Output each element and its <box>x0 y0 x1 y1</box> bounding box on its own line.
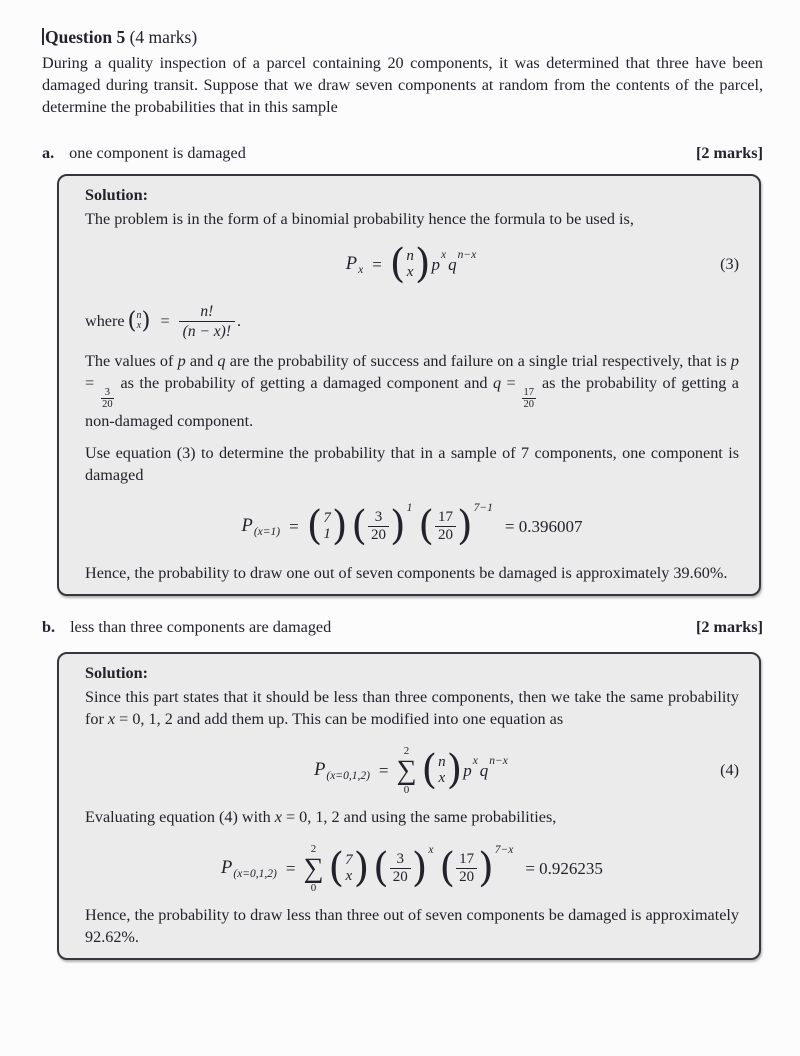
where-binomial-top: n <box>136 309 142 321</box>
pq-text: are the probability of success and failure on a single trial respectively, that is <box>225 352 731 370</box>
left-paren: ( <box>328 845 345 891</box>
item-b-text: less than three components are damaged <box>70 618 332 636</box>
equation-4 <box>85 740 739 800</box>
question-title <box>42 26 763 48</box>
evaluating-paragraph <box>85 806 739 828</box>
p-value-fraction <box>101 387 115 410</box>
eqa-binomial-bottom: 1 <box>323 526 331 542</box>
eq3-binomial-bottom: x <box>406 264 414 280</box>
eq3-lhs: P <box>345 253 358 274</box>
equation-part-a <box>85 496 739 556</box>
eq3-binomial-coefficient <box>389 241 431 287</box>
eq4-binomial-bottom: x <box>438 770 446 786</box>
var-p: p <box>730 352 739 370</box>
eq3-q-exponent: n−x <box>457 249 477 262</box>
solution-b-intro-paragraph <box>85 686 739 730</box>
eqa-equals: = <box>289 516 299 536</box>
right-paren: ) <box>414 241 431 287</box>
p-value-denominator: 20 <box>102 399 113 410</box>
summation-upper-limit: 2 <box>310 842 317 855</box>
left-paren: ( <box>418 503 434 549</box>
eq3-binomial-entries <box>405 248 415 281</box>
eq4-lhs-subscript: (x=0,1,2) <box>326 770 370 783</box>
item-b-label: b. <box>42 618 56 636</box>
factorial-denominator: (n − x)! <box>179 321 235 341</box>
eq3-p: p <box>431 254 440 274</box>
item-a-marks: [2 marks] <box>696 144 763 162</box>
where-period: . <box>236 312 242 330</box>
eqa-binomial-coefficient <box>306 503 348 549</box>
eqb-result: = 0.926235 <box>525 858 603 878</box>
sigma-symbol: ∑ <box>303 852 324 884</box>
left-paren: ( <box>389 241 406 287</box>
equation-number-4: (4) <box>720 760 739 779</box>
right-paren: ) <box>446 747 463 793</box>
eqb-equals: = <box>285 858 296 878</box>
use-equation-paragraph: Use equation (3) to determine the probability that in a sample of 7 components, one component is damaged <box>85 444 739 484</box>
q-value-fraction <box>522 387 536 410</box>
item-a-label: a. <box>42 144 55 162</box>
eq4-equals: = <box>378 760 389 780</box>
pq-text: as the probability of getting a non-damaged component. <box>85 374 739 430</box>
eqa-q-term <box>418 502 493 549</box>
eqb-p-denominator: 20 <box>390 868 411 886</box>
eval-text: Evaluating equation (4) with <box>85 808 275 826</box>
eqb-binomial-coefficient <box>328 845 370 891</box>
eqb-q-numerator: 17 <box>459 850 475 867</box>
where-prefix: where <box>85 312 125 330</box>
eq4-q: q <box>479 760 489 780</box>
right-paren: ) <box>331 503 348 549</box>
eqb-q-denominator: 20 <box>456 868 477 886</box>
eqa-p-denominator: 20 <box>368 526 389 544</box>
eq3-lhs-subscript: x <box>358 264 364 277</box>
equation-number-3: (3) <box>720 254 739 273</box>
pq-equals: = <box>501 374 522 392</box>
eval-text: = 0, 1, 2 and using the same probabilities, <box>281 808 557 826</box>
eq4-p: p <box>463 760 472 780</box>
equation-3 <box>85 238 739 290</box>
eqb-p-term <box>373 844 434 891</box>
factorial-numerator: n! <box>200 302 214 320</box>
eqa-p-exponent: 1 <box>406 502 413 515</box>
eqa-p-numerator: 3 <box>374 508 383 525</box>
summation-lower-limit: 0 <box>310 881 317 894</box>
eqb-binomial-bottom: x <box>345 868 353 884</box>
right-paren: ) <box>390 503 406 549</box>
hence-paragraph-a: Hence, the probability to draw one out of seven components be damaged is approximately 39.60%. <box>85 564 728 582</box>
right-paren: ) <box>457 503 473 549</box>
eq4-binomial-entries <box>437 754 447 787</box>
eq4-q-exponent: n−x <box>489 755 508 768</box>
eqb-summation <box>303 843 323 894</box>
hence-paragraph-b: Hence, the probability to draw less than three out of seven components be damaged is approximately 92.62%. <box>85 906 739 946</box>
eqb-binomial-entries <box>344 852 354 885</box>
left-paren: ( <box>351 503 368 549</box>
left-paren: ( <box>373 845 389 891</box>
q-value-denominator: 20 <box>523 399 535 410</box>
where-definition <box>85 298 739 344</box>
eq3-p-exponent: x <box>441 249 447 262</box>
eqb-p-numerator: 3 <box>396 850 405 867</box>
eqb-binomial-top: 7 <box>345 851 353 868</box>
left-paren: ( <box>127 307 137 334</box>
p-value-numerator: 3 <box>104 387 110 398</box>
factorial-fraction <box>179 302 235 341</box>
var-q: q <box>492 374 502 392</box>
right-paren: ) <box>353 845 370 891</box>
var-p: p <box>177 352 186 370</box>
question-title-marks: (4 marks) <box>125 27 198 47</box>
eqa-p-fraction <box>367 509 390 544</box>
sigma-symbol: ∑ <box>396 754 417 786</box>
where-equals: = <box>160 312 170 330</box>
q-value-numerator: 17 <box>523 387 535 398</box>
eqa-q-exponent: 7−1 <box>473 502 493 515</box>
eq4-binomial-coefficient <box>421 747 463 793</box>
eq3-q: q <box>448 254 457 274</box>
eqa-binomial-top: 7 <box>323 509 331 526</box>
eqb-q-fraction <box>455 851 478 886</box>
solution-box-a <box>57 174 761 596</box>
var-x: x <box>107 710 116 728</box>
eqa-q-fraction <box>434 509 457 544</box>
intro-paragraph: During a quality inspection of a parcel containing 20 components, it was determined that three have been damaged during transit. Suppose that we draw seven components at random from the contents of the parcel, determine the probabilities that in this sample <box>42 54 763 116</box>
pq-text: and <box>185 352 218 370</box>
left-paren: ( <box>421 747 438 793</box>
eqa-binomial-entries <box>322 510 332 543</box>
eqa-q-numerator: 17 <box>438 508 453 525</box>
summation-upper-limit: 2 <box>403 744 410 757</box>
equation-part-b <box>85 838 739 898</box>
eqb-p-exponent: x <box>428 844 434 857</box>
p-q-values-paragraph <box>85 350 739 432</box>
left-paren: ( <box>306 503 323 549</box>
var-x: x <box>274 808 282 826</box>
eq4-binomial-top: n <box>438 753 446 770</box>
solb-text: = 0, 1, 2 and add them up. This can be modified into one equation as <box>115 710 564 728</box>
eq4-lhs: P <box>314 759 326 780</box>
right-paren: ) <box>141 307 151 334</box>
eqa-lhs: P <box>241 515 253 536</box>
eqa-p-term <box>351 502 413 549</box>
right-paren: ) <box>411 845 428 891</box>
item-a <box>42 142 763 164</box>
eqa-lhs-subscript: (x=1) <box>253 526 281 539</box>
eqb-q-exponent: 7−x <box>494 844 514 857</box>
pq-text: as the probability of getting a damaged component and <box>115 374 493 392</box>
right-paren: ) <box>478 845 494 891</box>
where-binomial-coefficient <box>127 307 151 334</box>
eq3-binomial-top: n <box>406 247 414 264</box>
pq-equals: = <box>85 374 100 392</box>
solution-heading-a: Solution: <box>85 186 148 204</box>
eq4-p-exponent: x <box>472 755 478 768</box>
item-b-marks: [2 marks] <box>696 618 763 636</box>
text-cursor <box>42 28 44 45</box>
eq3-equals: = <box>372 254 382 274</box>
solution-box-b <box>57 652 761 960</box>
eq4-summation <box>397 745 417 796</box>
item-b <box>42 616 763 638</box>
eqb-p-fraction <box>389 851 412 886</box>
item-a-text: one component is damaged <box>69 144 246 162</box>
eqb-q-term <box>439 844 514 891</box>
eqa-result: = 0.396007 <box>504 516 583 536</box>
left-paren: ( <box>439 845 456 891</box>
solution-heading-b: Solution: <box>85 664 148 682</box>
eqb-lhs-subscript: (x=0,1,2) <box>233 868 277 881</box>
summation-lower-limit: 0 <box>403 783 410 796</box>
pq-text: The values of <box>85 352 178 370</box>
where-binomial-bottom: x <box>136 320 142 331</box>
solb-text: Since this part states that it should be less than three components, then we take the same probability for <box>85 688 739 728</box>
question-title-text: Question 5 <box>45 27 126 47</box>
var-q: q <box>217 352 226 370</box>
solution-a-intro-paragraph: The problem is in the form of a binomial probability hence the formula to be used is, <box>85 210 634 228</box>
eqa-q-denominator: 20 <box>435 526 456 544</box>
eqb-lhs: P <box>221 857 233 878</box>
